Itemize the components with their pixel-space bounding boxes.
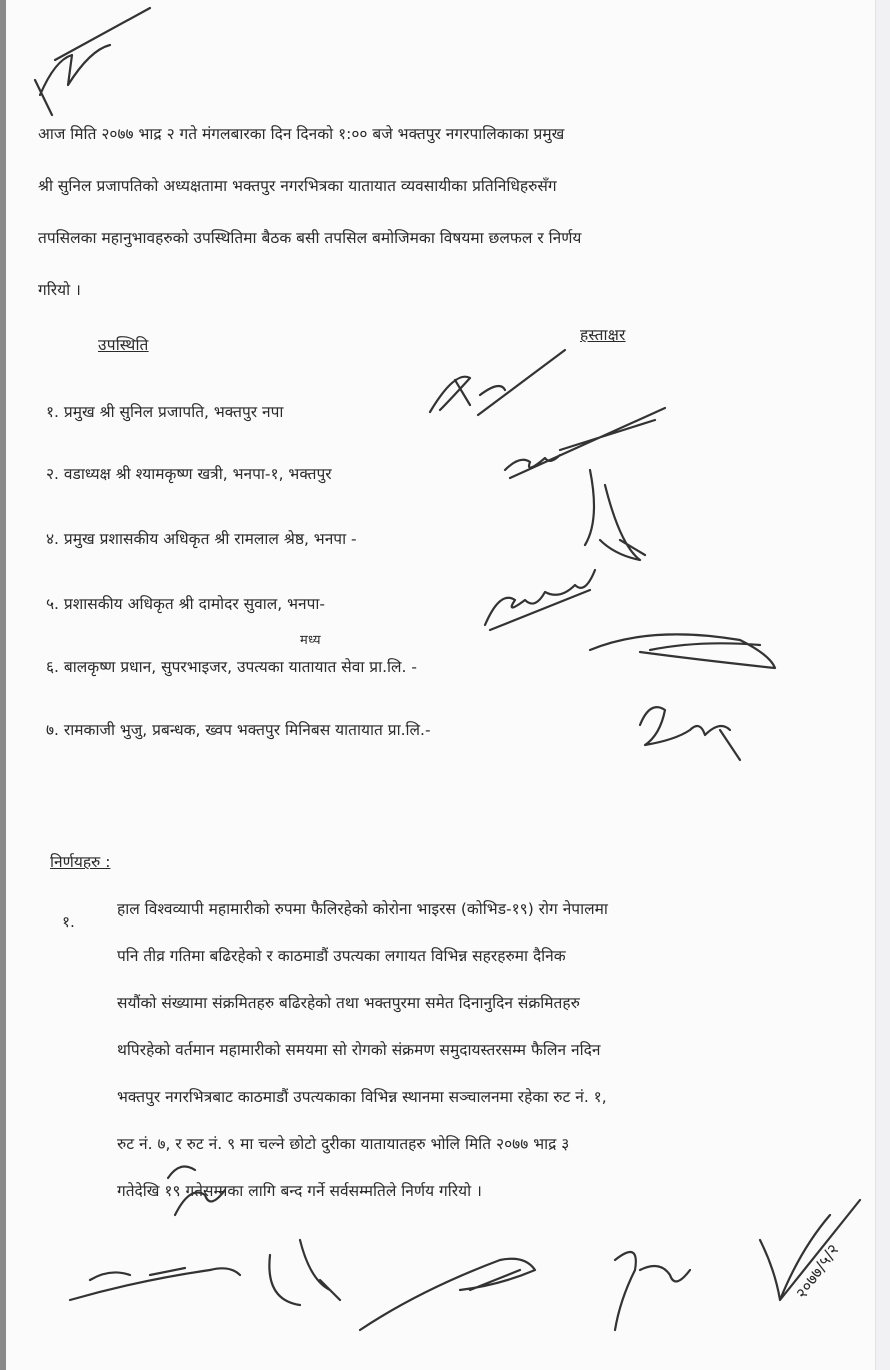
decision-number: १.: [62, 913, 75, 931]
signature-heading: हस्ताक्षर: [580, 326, 626, 344]
attendance-heading: उपस्थिति: [98, 336, 149, 354]
intro-paragraph: [38, 108, 828, 316]
intro-line-1: आज मिति २०७७ भाद्र २ गते मंगलबारका दिन दिनको १:०० बजे भक्तपुर नगरपालिकाका प्रमुख: [38, 125, 565, 143]
signature-1: [430, 350, 565, 415]
attendee-row-4: ५. प्रशासकीय अधिकृत श्री दामोदर सुवाल, भनपा-: [46, 595, 325, 613]
decision-line-6: रुट नं. ७, र रुट नं. ९ मा चल्ने छोटो दुरीका यातायातहरु भोलि मिति २०७७ भाद्र ३: [117, 1135, 570, 1153]
attendee-row-5: ६. बालकृष्ण प्रधान, सुपरभाइजर, उपत्यका यातायात सेवा प्रा.लि. -: [46, 658, 417, 676]
signature-4: [485, 570, 595, 630]
scan-right-edge: [875, 0, 890, 1370]
bottom-signature-1: [70, 1268, 240, 1300]
signature-5: [590, 634, 775, 668]
attendee-row-2: २. वडाध्यक्ष श्री श्यामकृष्ण खत्री, भनपा-१, भक्तपुर: [46, 465, 332, 483]
decision-line-3: सयौंको संख्यामा संक्रमितहरु बढिरहेको तथा भक्तपुरमा समेत दिनानुदिन संक्रमितहरु: [117, 994, 580, 1012]
intro-line-4: गरियो ।: [38, 281, 81, 299]
decision-line-7: गतेदेखि १९ गतेसम्मका लागि बन्द गर्ने सर्वसम्मतिले निर्णय गरियो ।: [117, 1182, 482, 1200]
decision-paragraph: [117, 886, 827, 1215]
attendee-row-1: १. प्रमुख श्री सुनिल प्रजापति, भक्तपुर नपा: [46, 403, 284, 421]
handwritten-date: २०७७/५/२: [791, 1240, 843, 1303]
bottom-signature-3: [360, 1259, 535, 1330]
decision-line-5: भक्तपुर नगरभित्रबाट काठमाडौं उपत्यकाका विभिन्न स्थानमा सञ्चालनमा रहेका रुट नं. १,: [117, 1088, 607, 1106]
signature-2: [505, 408, 665, 478]
signature-3: [585, 470, 645, 560]
decision-line-2: पनि तीव्र गतिमा बढिरहेको र काठमाडौं उपत्यका लगायत विभिन्न सहरहरुमा दैनिक: [117, 947, 566, 965]
scan-left-edge: [0, 0, 6, 1370]
initial-mark-top: [35, 8, 150, 115]
bottom-signature-4: [615, 1252, 690, 1330]
intro-line-2: श्री सुनिल प्रजापतिको अध्यक्षतामा भक्तपुर नगरभित्रका यातायात व्यवसायीका प्रतिनिधिहरुसँग: [38, 177, 557, 195]
attendee-row-6: ७. रामकाजी भुजु, प्रबन्धक, ख्वप भक्तपुर मिनिबस यातायात प्रा.लि.-: [46, 721, 431, 739]
decisions-heading: निर्णयहरु :: [50, 853, 111, 871]
attendee-row-3: ४. प्रमुख प्रशासकीय अधिकृत श्री रामलाल श्रेष्ठ, भनपा -: [46, 530, 357, 548]
intro-line-3: तपसिलका महानुभावहरुको उपस्थितिमा बैठक बसी तपसिल बमोजिमका विषयमा छलफल र निर्णय: [38, 229, 582, 247]
handwritten-insert: मध्य: [300, 633, 321, 648]
bottom-signature-2: [269, 1240, 340, 1305]
decision-line-4: थपिरहेको वर्तमान महामारीको समयमा सो रोगको संक्रमण समुदायस्तरसम्म फैलिन नदिन: [117, 1041, 601, 1059]
signature-6: [640, 707, 740, 760]
decision-line-1: हाल विश्वव्यापी महामारीको रुपमा फैलिरहेको कोरोना भाइरस (कोभिड-१९) रोग नेपालमा: [117, 900, 608, 918]
